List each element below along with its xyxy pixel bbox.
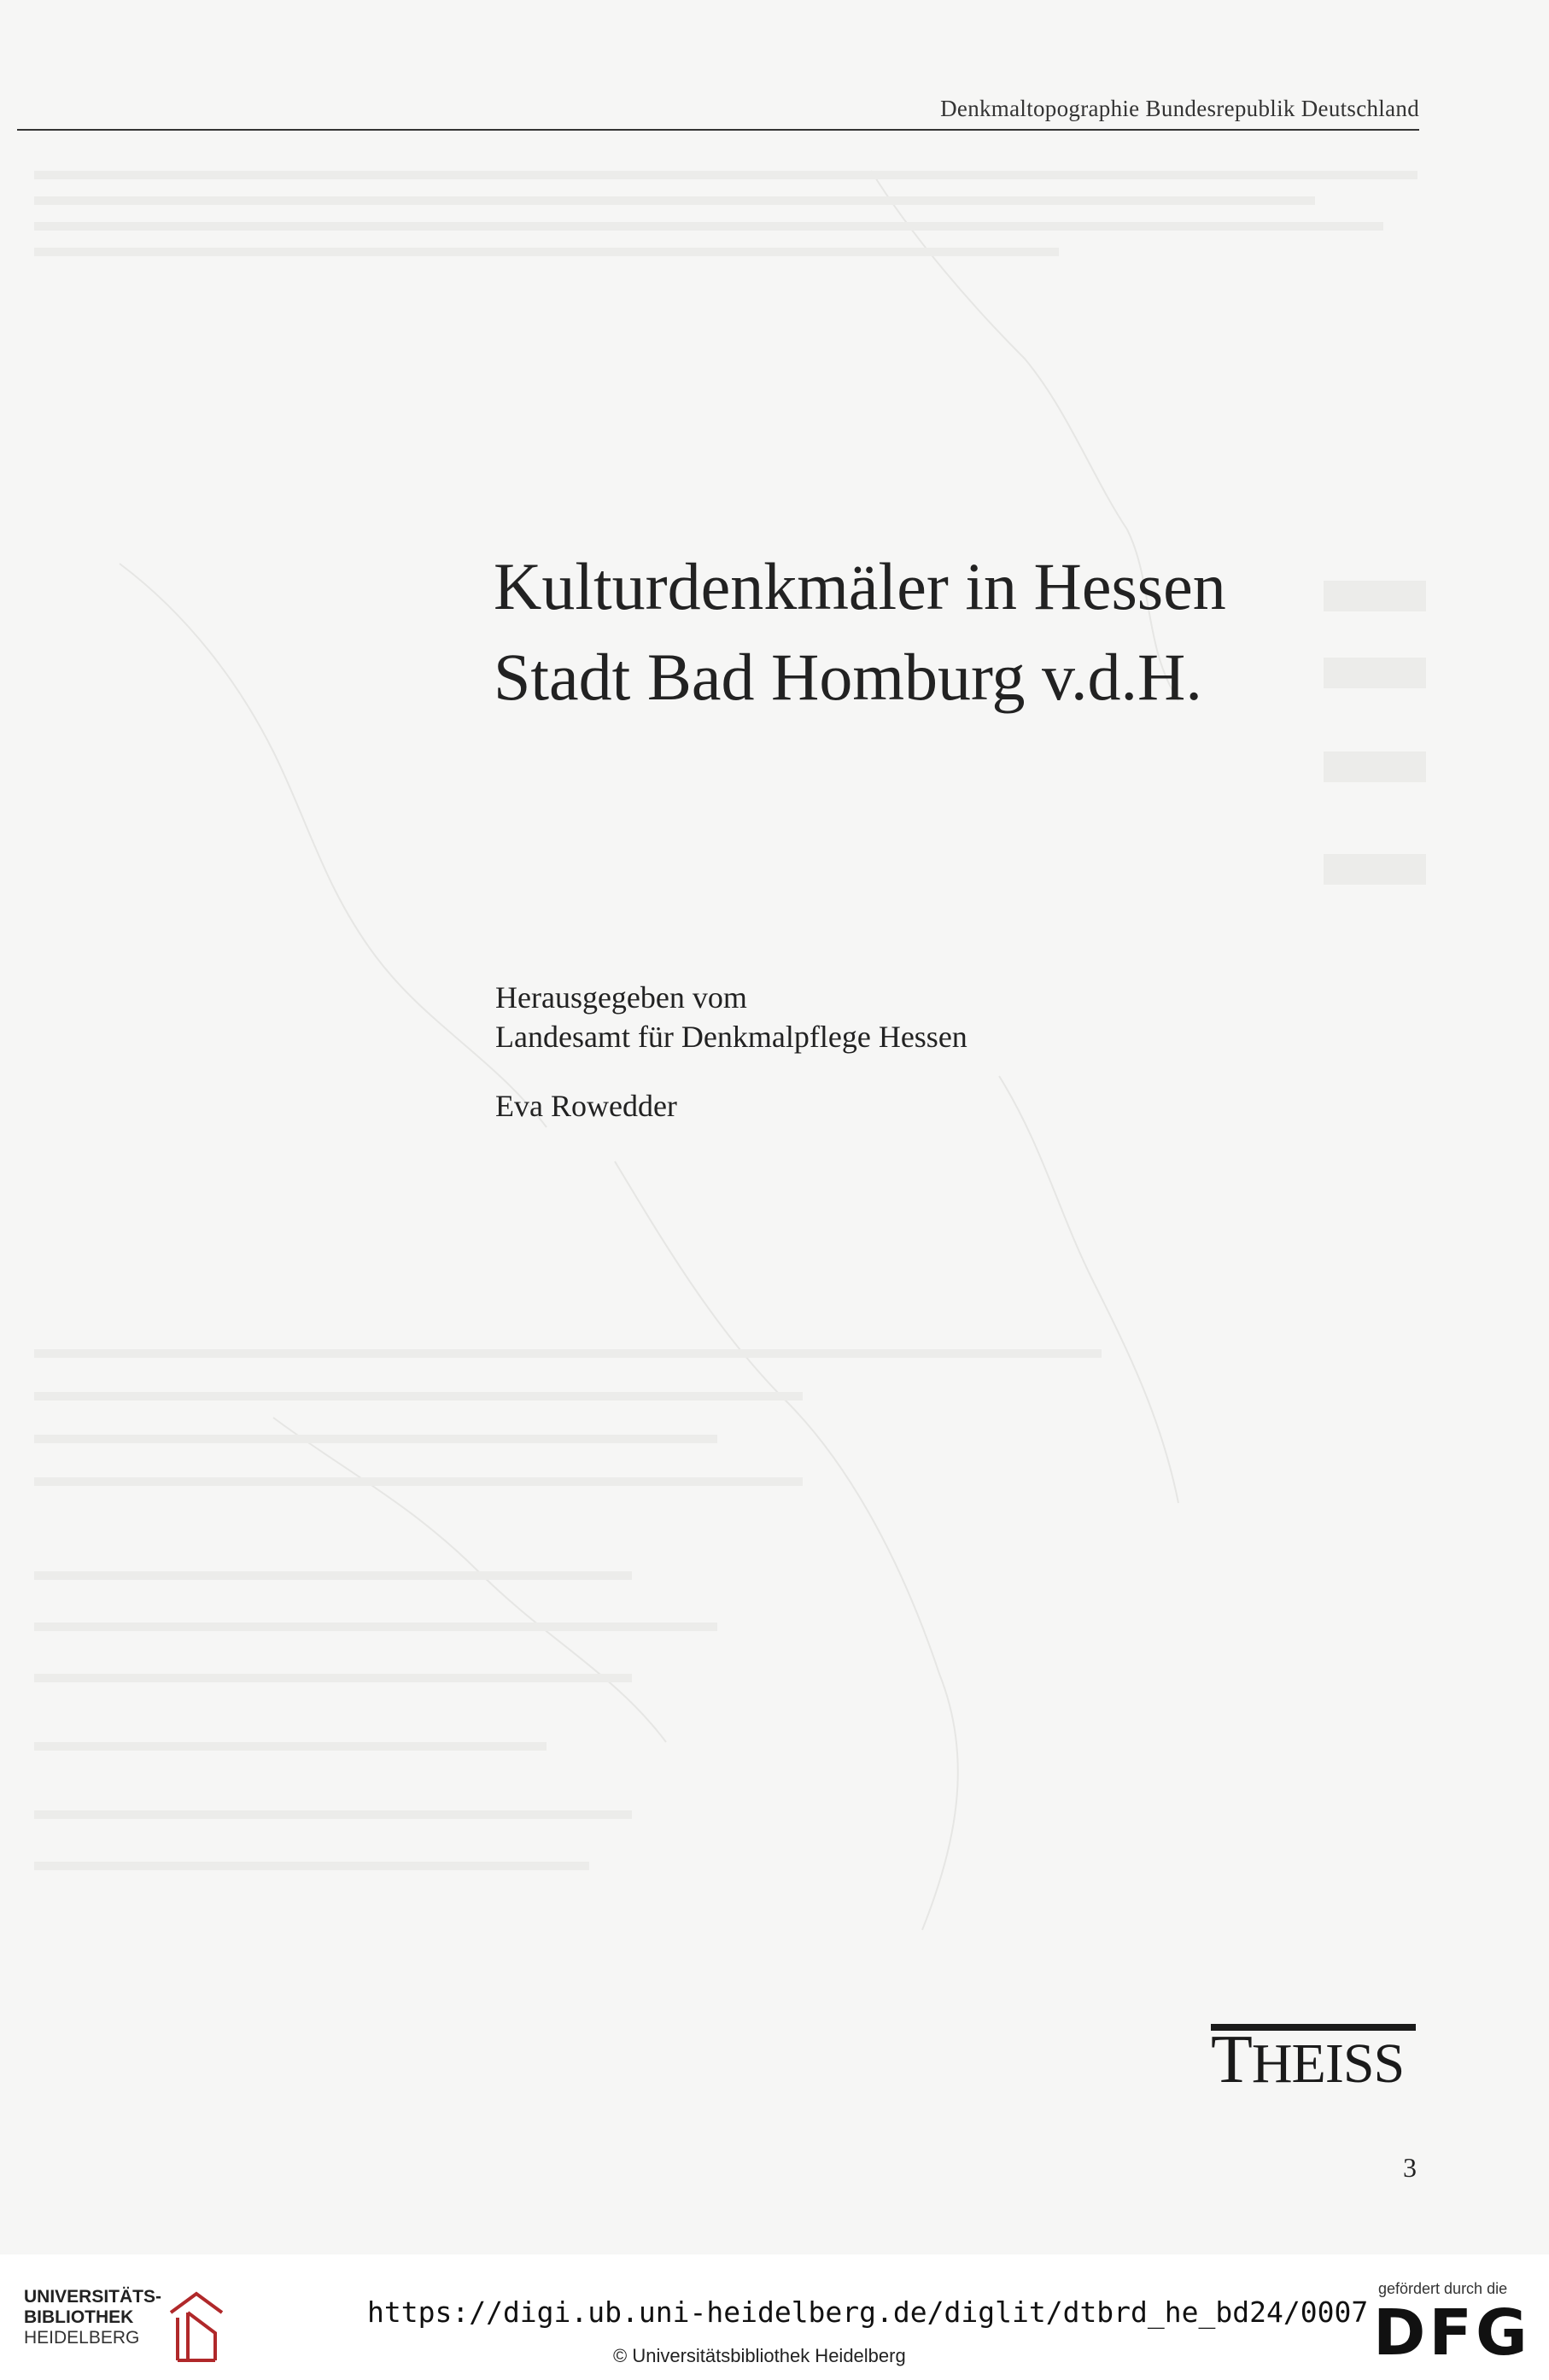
title-line-1: Kulturdenkmäler in Hessen [494,549,1226,623]
library-name-line-3: HEIDELBERG [24,2328,140,2348]
publisher-line-1: Herausgegeben vom [495,980,747,1015]
ub-heidelberg-logo-icon [162,2287,231,2365]
funding-note: gefördert durch die [1378,2280,1508,2297]
permalink-url[interactable]: https://digi.ub.uni-heidelberg.de/diglit/dtbrd_he_bd24/0007 [367,2295,1369,2329]
title-line-2: Stadt Bad Homburg v.d.H. [494,640,1202,714]
author-name: Eva Rowedder [495,1089,677,1123]
digitization-footer [0,2254,1549,2380]
show-through-map-texture [17,137,1426,2186]
copyright-notice: © Universitätsbibliothek Heidelberg [613,2345,906,2366]
publisher-line-2: Landesamt für Denkmalpflege Hessen [495,1020,967,1054]
library-name-line-2: BIBLIOTHEK [24,2307,134,2327]
book-title [494,541,1226,722]
logo-rest: HEISS [1251,2032,1405,2095]
page-number: 3 [1403,2152,1417,2183]
dfg-wordmark: DFG [1373,2296,1531,2370]
library-logo[interactable] [24,2287,246,2364]
library-name-line-1: UNIVERSITÄTS- [24,2287,162,2307]
publisher-statement [495,978,967,1056]
header-rule [17,129,1419,131]
dfg-funding-logo[interactable] [1373,2280,1535,2374]
running-header: Denkmaltopographie Bundesrepublik Deutschland [940,96,1419,121]
logo-wordmark [1211,2022,1416,2097]
theiss-publisher-logo [1211,2022,1416,2097]
logo-initial: T [1211,2022,1252,2097]
